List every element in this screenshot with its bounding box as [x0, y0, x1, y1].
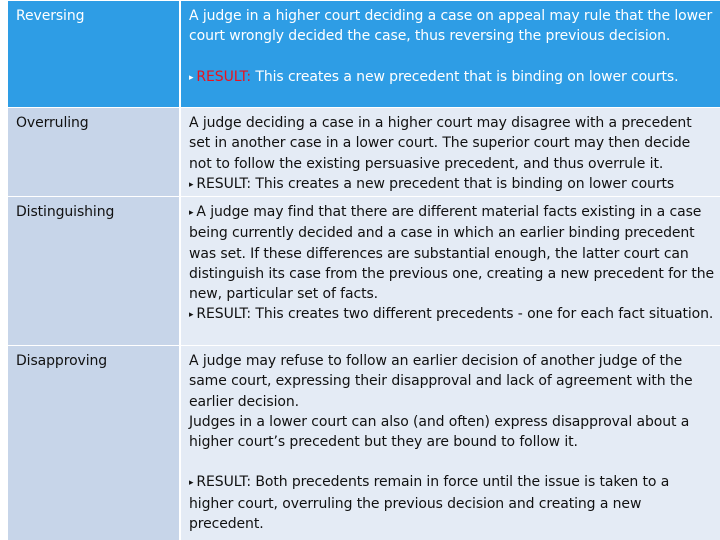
result-line — [189, 304, 717, 325]
result-label: RESULT: — [196, 68, 252, 85]
term-disapproving: Disapproving — [8, 346, 180, 540]
definition-distinguishing — [180, 197, 720, 346]
bullet-icon: ▸ — [189, 310, 194, 321]
result-label: RESULT: — [196, 306, 252, 323]
term-distinguishing: Distinguishing — [8, 197, 180, 346]
table-row-distinguishing — [8, 197, 720, 346]
definition-text: A judge may refuse to follow an earlier decision of another judge of the same court, expressing their disapproval and lack of agreement with the earlier decision. — [189, 353, 693, 410]
definition-text: A judge deciding a case in a higher court may disagree with a precedent set in another case in a lower court. The superior court may then decide not to follow the existing persuasive precedent, and thus overrule it. — [189, 115, 692, 172]
definition-overruling — [180, 108, 720, 197]
definition-text — [189, 202, 717, 304]
result-line — [189, 174, 717, 195]
result-text: Both precedents remain in force until the issue is taken to a higher court, overruling the previous decision and creating a new precedent. — [189, 474, 670, 533]
table-row-disapproving — [8, 346, 720, 540]
result-text: This creates two different precedents - one for each fact situation. — [251, 306, 714, 323]
definition-disapproving — [180, 346, 720, 540]
result-label: RESULT: — [196, 474, 252, 491]
term-reversing: Reversing — [8, 1, 180, 108]
bullet-icon: ▸ — [189, 179, 194, 190]
bullet-icon: ▸ — [189, 208, 194, 218]
result-label: RESULT: — [196, 175, 252, 192]
table-row-overruling — [8, 108, 720, 197]
term-overruling: Overruling — [8, 108, 180, 197]
result-text: This creates a new precedent that is binding on lower courts — [251, 175, 675, 192]
definition-text: A judge in a higher court deciding a case on appeal may rule that the lower court wrongly decided the case, thus reversing the previous decision. — [189, 8, 713, 45]
result-text: This creates a new precedent that is binding on lower courts. — [251, 68, 679, 85]
definition-reversing — [180, 1, 720, 108]
bullet-icon: ▸ — [189, 478, 194, 489]
bullet-icon: ▸ — [189, 72, 194, 83]
definition-text: Judges in a lower court can also (and often) express disapproval about a higher court’s precedent but they are bound to follow it. — [189, 413, 690, 451]
table-row-reversing — [8, 1, 720, 108]
result-line — [189, 472, 717, 534]
definition-body: A judge may find that there are different material facts existing in a case being currently decided and a case in which an earlier binding precedent was set. If these differences are substantial enough, the latter court can distinguish its case from the previous one, creating a new precedent for the new, particular set of facts. — [189, 204, 715, 303]
precedent-methods-table — [8, 0, 720, 540]
result-line — [189, 67, 717, 88]
